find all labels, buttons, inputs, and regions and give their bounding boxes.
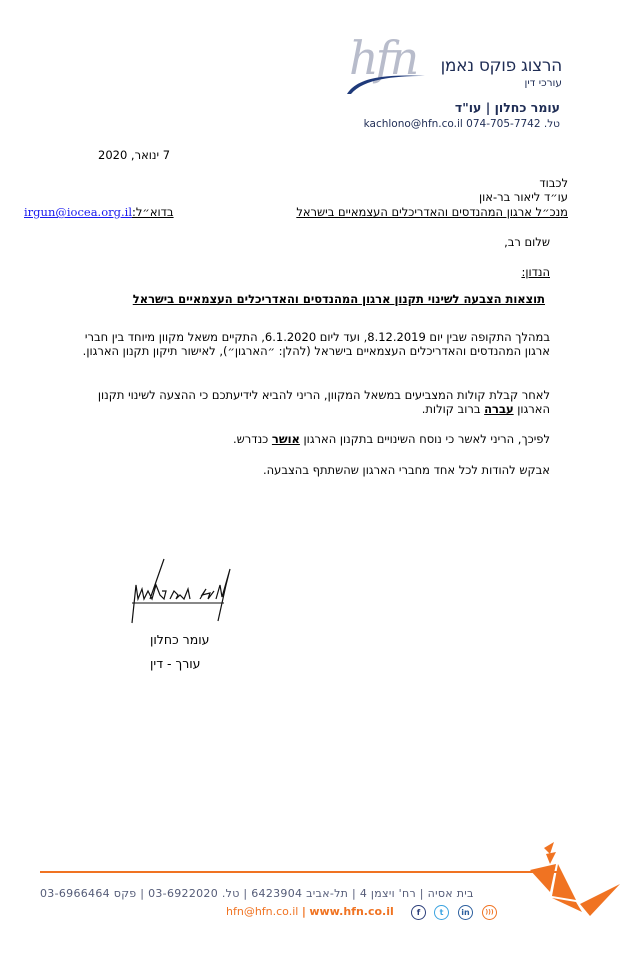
facebook-icon[interactable]: f: [411, 905, 426, 920]
subject-text: תוצאות הצבעה לשינוי תקנון ארגון המהנדסים והאדריכלים העצמאיים בישראל: [132, 292, 545, 306]
firm-name: הרצוג פוקס נאמן: [440, 56, 562, 76]
paragraph-3-emphasis: אושר: [271, 432, 300, 446]
greeting: שלום רב,: [504, 235, 550, 249]
via-email-label: בדוא״ל:: [132, 205, 174, 219]
hfn-logo: [343, 30, 428, 96]
paragraph-2-text: לאחר קבלת קולות המצביעים במשאל המקוון, הריני להביא לידיעתכם כי ההצעה לשינוי תקנון הארגון: [97, 388, 550, 416]
paragraph-4: אבקש להודות לכל אחד מחברי הארגון שהשתתף בהצבעה.: [262, 463, 550, 477]
recipient-email-link[interactable]: irgun@iocea.org.il: [24, 205, 133, 219]
paragraph-2-end: ברוב קולות.: [421, 402, 481, 416]
subject-label: הנדון:: [521, 265, 550, 279]
recipient-label: לכבוד: [539, 176, 568, 190]
letter-date: 7 ינואר, 2020: [98, 148, 171, 162]
recipient-name: עו״ד ליאור בר-און: [479, 190, 568, 204]
footer-website-link[interactable]: www.hfn.co.il: [309, 905, 394, 918]
twitter-icon[interactable]: t: [434, 905, 449, 920]
paragraph-1: במהלך התקופה שבין יום 8.12.2019, ועד ליום 6.1.2020, התקיים משאל מקוון מיוחד בין חברי ארגון המהנדסים והאדריכלים העצמאיים בישראל (להלן: ״הארגון״), לאישור תיקון תקנון הארגון.: [82, 330, 550, 358]
via-email-line: [24, 205, 174, 219]
paragraph-3-end: כנדרש.: [233, 432, 269, 446]
paragraph-2-emphasis: עברה: [484, 402, 514, 416]
footer-divider: [40, 871, 560, 873]
linkedin-icon[interactable]: in: [458, 905, 473, 920]
lawyer-title: עומר כחלון | עו"ד: [454, 100, 560, 115]
signatory-name: עומר כחלון: [150, 632, 210, 647]
paragraph-3: [70, 432, 550, 446]
handwritten-signature: [130, 555, 240, 625]
footer-web-links: [226, 905, 394, 918]
footer-address: בית אסיה | רח' ויצמן 4 | תל-אביב 6423904 | טל. 03-6922020 | פקס 03-6966464: [40, 887, 474, 900]
footer-separator: |: [301, 905, 306, 918]
firm-subtitle: עורכי דין: [524, 77, 562, 89]
footer-email-link[interactable]: hfn@hfn.co.il: [226, 905, 299, 918]
paragraph-3-text: לפיכך, הריני לאשר כי נוסח השינויים בתקנון הארגון: [303, 432, 550, 446]
svg-text:hfn: hfn: [349, 31, 417, 85]
rss-icon[interactable]: ))): [482, 905, 497, 920]
recipient-org: מנכ״ל ארגון המהנדסים והאדריכלים העצמאיים בישראל: [296, 205, 568, 219]
subject-line: [60, 292, 545, 306]
paragraph-2: [70, 388, 550, 416]
lawyer-contact: kachlono@hfn.co.il 074-705-7742 .טל: [363, 118, 560, 130]
signatory-role: עורך - דין: [150, 656, 201, 671]
origami-bird-icon: [530, 840, 620, 920]
